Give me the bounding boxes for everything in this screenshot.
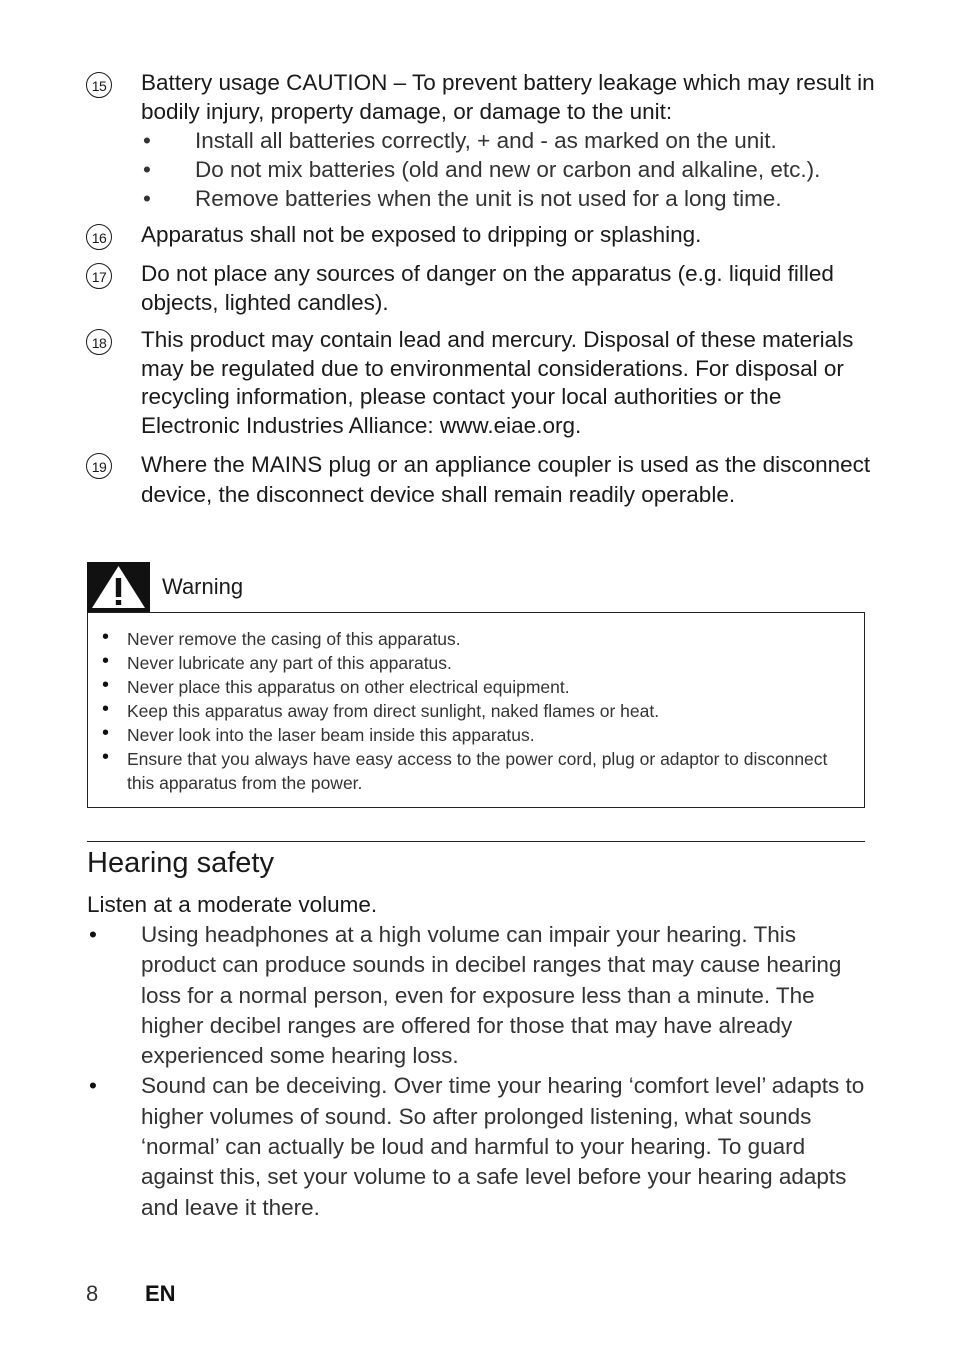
list-item: • Sound can be deceiving. Over time your hearing ‘comfort level’ adapts to higher volumes of sound. So after prolonged listening, what sounds ‘normal’ can actually be loud and harmful to your hearing. To guard against this, set your volume to a safe level before your hearing adapts and leave it there. [87,1071,867,1222]
safety-item-17 [86,260,876,317]
warning-title: Warning [162,574,244,599]
item-text: Do not place any sources of danger on the apparatus (e.g. liquid filled objects, lighted candles). [141,261,834,315]
hearing-bullet-list [87,920,867,1223]
list-item: • Using headphones at a high volume can impair your hearing. This product can produce sounds in decibel ranges that may cause hearing loss for a normal person, even for exposure less than a minute. The higher decibel ranges are offered for those that may have already experienced some hearing loss. [87,920,867,1071]
item-number-badge: 19 [86,453,112,479]
section-lead: Listen at a moderate volume. [87,892,378,917]
list-item: • Never lubricate any part of this apparatus. [88,651,848,675]
safety-item-19 [86,450,876,509]
list-item: • Never place this apparatus on other electrical equipment. [88,675,848,699]
list-item: • Ensure that you always have easy access to the power cord, plug or adaptor to disconnect this apparatus from the power. [88,747,848,795]
list-item: • Keep this apparatus away from direct sunlight, naked flames or heat. [88,699,848,723]
warning-list [88,627,848,795]
battery-bullet-list [141,126,876,213]
safety-item-18 [86,326,876,440]
item-text: Battery usage CAUTION – To prevent battery leakage which may result in bodily injury, property damage, or damage to the unit: [141,70,875,124]
section-divider [87,841,865,842]
safety-item-15 [86,69,876,213]
item-number-badge: 18 [86,329,112,355]
warning-triangle-icon [87,562,150,612]
safety-item-16 [86,221,876,250]
item-text: Apparatus shall not be exposed to dripping or splashing. [141,222,702,247]
page-number: 8 [86,1281,99,1306]
list-item: • Never look into the laser beam inside this apparatus. [88,723,848,747]
list-item: • Never remove the casing of this apparatus. [88,627,848,651]
language-code: EN [145,1281,176,1306]
list-item: • Do not mix batteries (old and new or carbon and alkaline, etc.). [141,155,876,184]
list-item: • Install all batteries correctly, + and - as marked on the unit. [141,126,876,155]
warning-box [87,612,865,808]
item-text: This product may contain lead and mercury. Disposal of these materials may be regulated due to environmental considerations. For disposal or recycling information, please contact your local authorities or the Electronic Industries Alliance: www.eiae.org. [141,327,854,438]
item-text: Where the MAINS plug or an appliance coupler is used as the disconnect device, the disconnect device shall remain readily operable. [141,452,871,507]
item-number-badge: 16 [86,224,112,250]
list-item: • Remove batteries when the unit is not used for a long time. [141,184,876,213]
item-number-badge: 17 [86,263,112,289]
section-title: Hearing safety [87,847,274,879]
warning-header [87,562,865,612]
item-number-badge: 15 [86,72,112,98]
